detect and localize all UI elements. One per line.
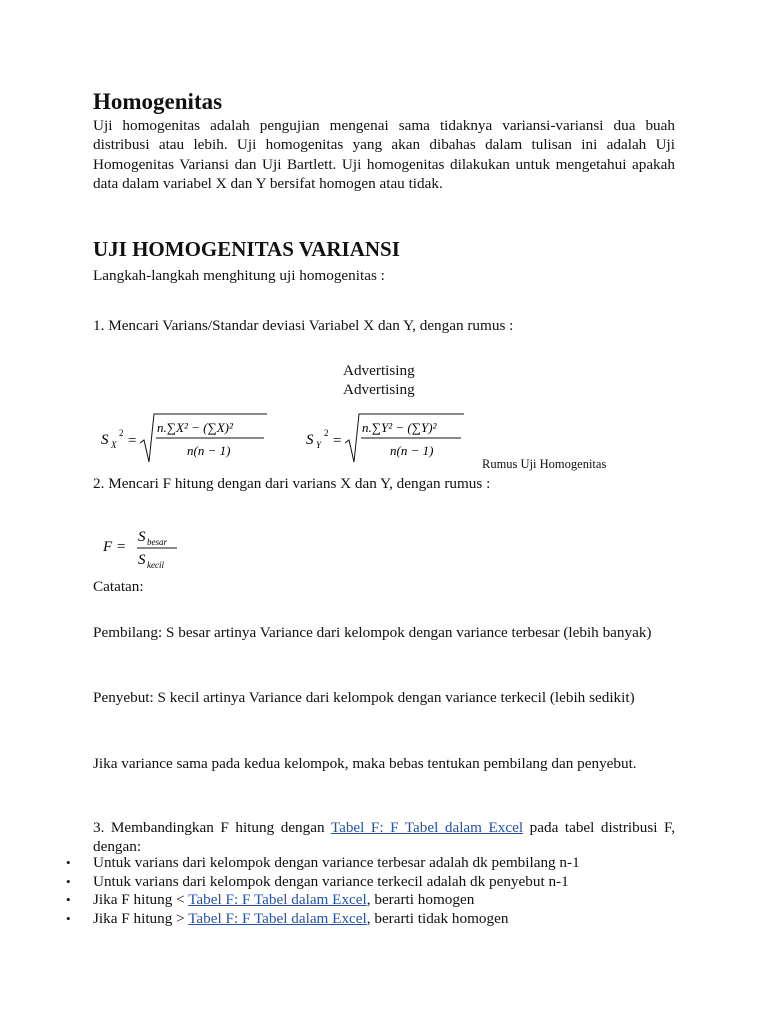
- sx-symbol: S: [101, 432, 109, 448]
- steps-intro: Langkah-langkah menghitung uji homogenitas :: [93, 267, 385, 284]
- page-title: Homogenitas: [93, 89, 223, 114]
- sx-square: 2: [119, 428, 124, 438]
- sy-denominator: n(n − 1): [390, 443, 434, 458]
- list-item: [66, 909, 675, 929]
- bullet-icon: •: [66, 873, 71, 889]
- variance-y-formula-svg: [306, 410, 476, 466]
- step-3: [93, 818, 675, 857]
- pembilang-note: Pembilang: S besar artinya Variance dari kelompok dengan variance terbesar (lebih banyak): [93, 624, 652, 641]
- variance-x-formula: [101, 410, 271, 466]
- list-item: [66, 891, 675, 910]
- step-3-pre: 3. Membandingkan F hitung dengan: [93, 819, 331, 836]
- step-2: 2. Mencari F hitung dengan dari varians X dan Y, dengan rumus :: [93, 475, 491, 492]
- step-3-post: pada tabel distribusi F, dengan:: [93, 819, 676, 856]
- list-item-text: Untuk varians dari kelompok dengan variance terbesar adalah dk pembilang n-1: [93, 854, 580, 871]
- f-numerator-sub: besar: [147, 537, 167, 547]
- f-denominator-sub: kecil: [147, 560, 164, 570]
- f-formula-svg: [101, 524, 191, 572]
- list-item: [66, 854, 675, 873]
- document-page: [66, 88, 676, 927]
- sx-numerator: n.∑X² − (∑X)²: [157, 420, 233, 435]
- sy-symbol: S: [306, 432, 314, 448]
- bullet-icon: •: [66, 910, 71, 926]
- ad-label-1: Advertising: [343, 362, 415, 379]
- f-symbol: F: [103, 539, 113, 555]
- list-item-text: Untuk varians dari kelompok dengan variance terkecil adalah dk penyebut n-1: [93, 872, 569, 890]
- sx-subscript: X: [111, 440, 117, 450]
- formula-caption: Rumus Uji Homogenitas: [482, 457, 607, 471]
- penyebut-note: Penyebut: S kecil artinya Variance dari kelompok dengan variance terkecil (lebih sedikit): [93, 689, 635, 706]
- list-item: [66, 872, 675, 892]
- sy-square: 2: [324, 428, 329, 438]
- catatan-label: Catatan:: [93, 578, 144, 595]
- sx-equals: =: [128, 433, 137, 449]
- f-table-link[interactable]: Tabel F: F Tabel dalam Excel: [188, 909, 367, 927]
- jika-note: Jika variance sama pada kedua kelompok, maka bebas tentukan pembilang dan penyebut.: [93, 755, 637, 772]
- variance-x-formula-svg: [101, 410, 271, 466]
- bullet-icon: •: [66, 892, 71, 907]
- f-table-link[interactable]: Tabel F: F Tabel dalam Excel: [188, 891, 367, 908]
- list-item-text: Jika F hitung >: [93, 909, 189, 927]
- variance-y-formula: [306, 410, 476, 466]
- bullet-icon: •: [66, 855, 71, 870]
- f-formula: [101, 524, 191, 572]
- list-item-text: , berarti tidak homogen: [366, 909, 509, 927]
- step-1: 1. Mencari Varians/Standar deviasi Variabel X dan Y, dengan rumus :: [93, 317, 514, 334]
- sy-equals: =: [333, 433, 342, 449]
- sx-denominator: n(n − 1): [187, 443, 231, 458]
- intro-paragraph: Uji homogenitas adalah pengujian mengenai sama tidaknya variansi-variansi dua buah distribusi atau lebih. Uji homogenitas yang akan dibahas dalam tulisan ini adalah Uji Homogenitas Variansi dan Uji Bartlett. Uji homogenitas dilakukan untuk mengetahui apakah data dalam variabel X dan Y bersifat homogen atau tidak.: [93, 117, 675, 192]
- list-item-text: , berarti homogen: [366, 891, 475, 908]
- f-numerator-s: S: [138, 529, 146, 545]
- ad-label-2: Advertising: [343, 381, 415, 398]
- sy-numerator: n.∑Y² − (∑Y)²: [362, 420, 437, 435]
- list-item-text: Jika F hitung <: [93, 891, 189, 908]
- f-equals: =: [117, 539, 126, 555]
- sy-subscript: Y: [316, 440, 322, 450]
- section-title: UJI HOMOGENITAS VARIANSI: [93, 237, 400, 261]
- f-table-link[interactable]: Tabel F: F Tabel dalam Excel: [330, 819, 524, 836]
- criteria-list: [66, 854, 675, 928]
- f-denominator-s: S: [138, 552, 146, 568]
